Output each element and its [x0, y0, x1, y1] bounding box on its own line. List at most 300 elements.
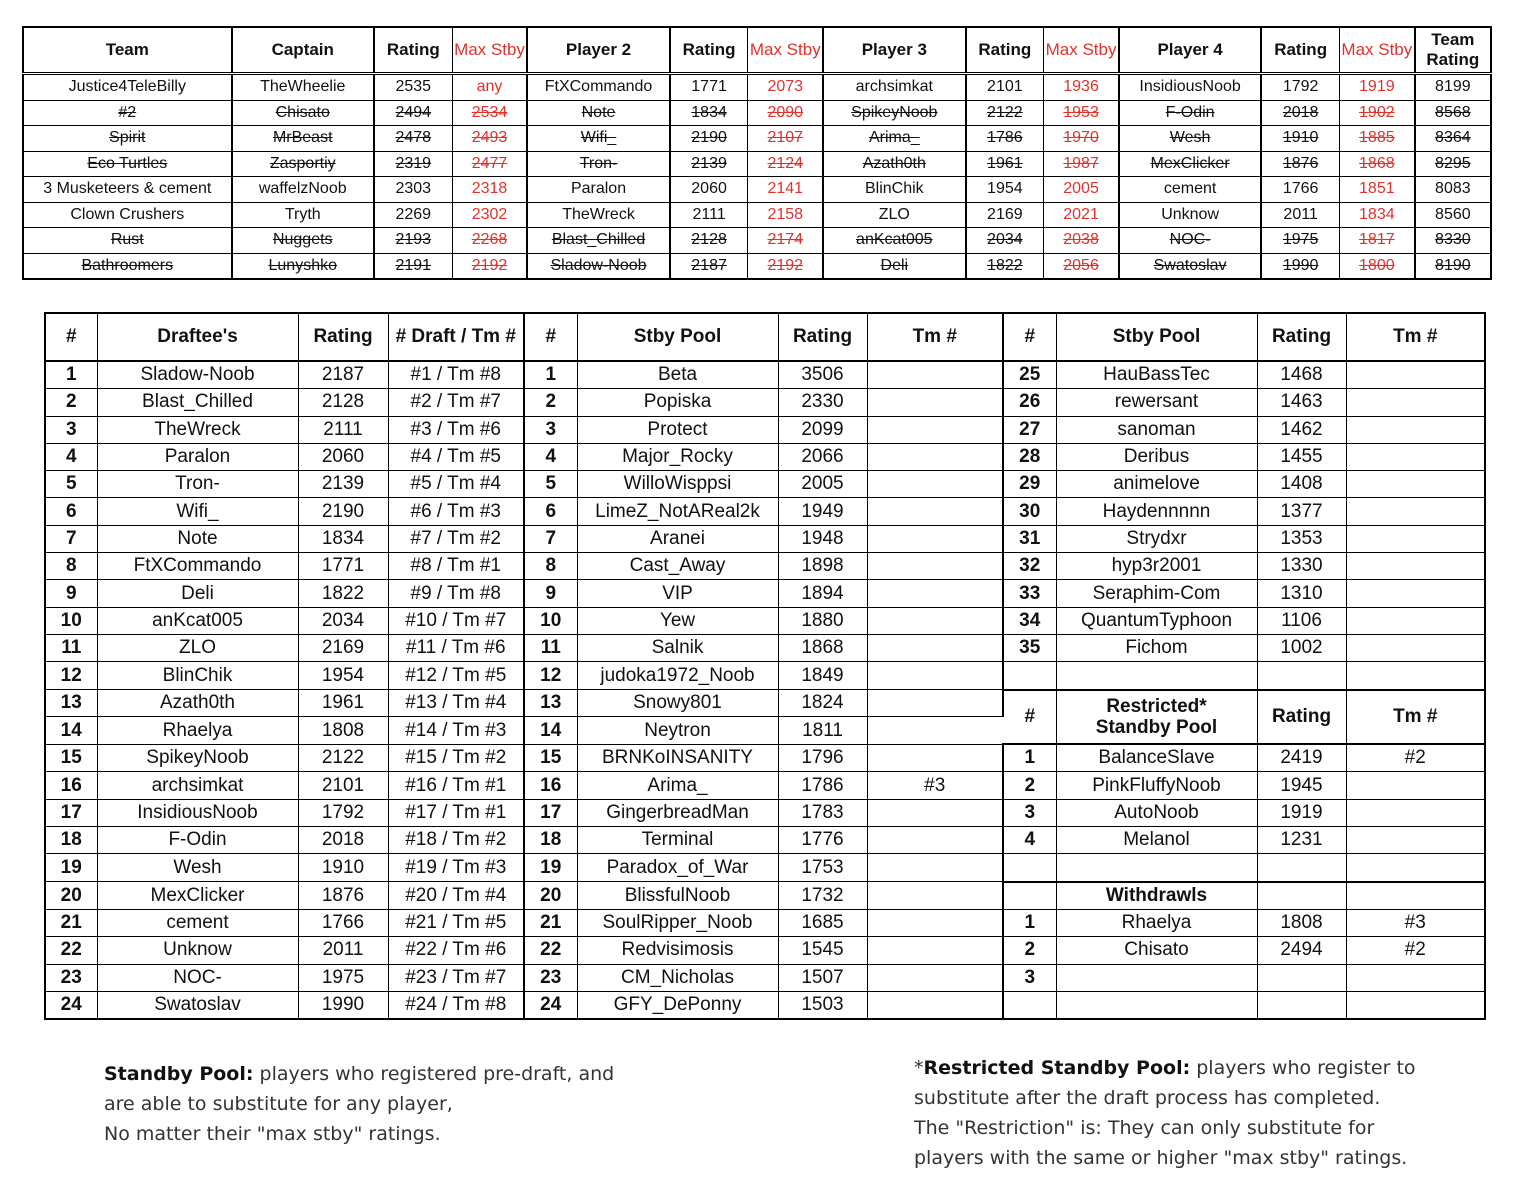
stby-team [867, 964, 1003, 991]
rating-cell: 1990 [1261, 253, 1339, 279]
stby-name: Beta [577, 361, 778, 389]
header-rating: Rating [778, 313, 867, 361]
draft-row [45, 634, 1485, 661]
withdrawal-name [1056, 964, 1257, 991]
empty-cell [1257, 991, 1346, 1019]
draftee-pick: #9 / Tm #8 [388, 580, 524, 607]
draftee-pick: #8 / Tm #1 [388, 553, 524, 580]
draftee-rating: 1834 [298, 525, 388, 552]
captain-cell: TheWheelie [232, 74, 374, 101]
team-name-cell: #2 [23, 100, 232, 126]
stby-team [867, 744, 1003, 772]
stby-number: 15 [524, 744, 577, 772]
stby-rating: 1330 [1257, 553, 1346, 580]
stby-rating: 1353 [1257, 525, 1346, 552]
header-player-4: Player 4 [1119, 27, 1261, 74]
draftee-pick: #14 / Tm #3 [388, 717, 524, 744]
draftee-rating: 1975 [298, 964, 388, 991]
draftee-pick: #15 / Tm #2 [388, 744, 524, 772]
stby-name: GFY_DePonny [577, 991, 778, 1019]
rating-cell: 2011 [1261, 202, 1339, 228]
stby-team [867, 690, 1003, 717]
stby-number: 26 [1003, 389, 1056, 416]
draftee-pick: #13 / Tm #4 [388, 690, 524, 717]
draftee-number: 12 [45, 662, 97, 690]
max-stby-cell: 1902 [1339, 100, 1414, 126]
draftee-pick: #4 / Tm #5 [388, 443, 524, 470]
team-rating-cell: 8295 [1415, 151, 1491, 177]
draftee-rating: 1822 [298, 580, 388, 607]
draft-row [45, 937, 1485, 964]
player-3-cell: anKcat005 [823, 228, 965, 254]
stby-team [867, 634, 1003, 661]
draftee-number: 16 [45, 772, 97, 799]
rating-cell: 2018 [1261, 100, 1339, 126]
rating-cell: 2193 [374, 228, 452, 254]
header-rating: Rating [1261, 27, 1339, 74]
stby-rating: 1849 [778, 662, 867, 690]
stby-number: 21 [524, 909, 577, 936]
stby-name: GingerbreadMan [577, 799, 778, 826]
stby-name: Yew [577, 607, 778, 634]
draftee-rating: 1954 [298, 662, 388, 690]
team-rating-cell: 8560 [1415, 202, 1491, 228]
header-rating: Rating [966, 27, 1044, 74]
stby-name: rewersant [1056, 389, 1257, 416]
max-stby-cell: 1987 [1044, 151, 1119, 177]
stby-number: 31 [1003, 525, 1056, 552]
header-tm: Tm # [1346, 313, 1485, 361]
player-2-cell: Blast_Chilled [527, 228, 669, 254]
max-stby-cell: 1953 [1044, 100, 1119, 126]
restricted-name: BalanceSlave [1056, 744, 1257, 772]
draft-row [45, 744, 1485, 772]
stby-number: 19 [524, 854, 577, 882]
stby-team [867, 909, 1003, 936]
restricted-header-rating: Rating [1257, 690, 1346, 745]
player-4-cell: Unknow [1119, 202, 1261, 228]
draftee-name: ZLO [97, 634, 298, 661]
draftee-pick: #3 / Tm #6 [388, 416, 524, 443]
max-stby-cell: 2158 [748, 202, 823, 228]
restricted-header-line: Standby Pool [1095, 716, 1218, 738]
stby-name: HauBassTec [1056, 361, 1257, 389]
empty-cell [1346, 854, 1485, 882]
team-name-cell: Bathroomers [23, 253, 232, 279]
empty-cell [1257, 854, 1346, 882]
captain-cell: waffelzNoob [232, 177, 374, 203]
rating-cell: 2139 [670, 151, 748, 177]
header-draftees: Draftee's [97, 313, 298, 361]
max-stby-cell: 2073 [748, 74, 823, 101]
stby-number: 30 [1003, 498, 1056, 525]
stby-rating: 1503 [778, 991, 867, 1019]
draftee-rating: 2190 [298, 498, 388, 525]
empty-cell [1056, 662, 1257, 690]
max-stby-cell: 1919 [1339, 74, 1414, 101]
stby-team [867, 827, 1003, 854]
team-name-cell: Clown Crushers [23, 202, 232, 228]
stby-name: animelove [1056, 471, 1257, 498]
header-num: # [1003, 313, 1056, 361]
draftee-name: F-Odin [97, 827, 298, 854]
header-max-stby: Max Stby [748, 27, 823, 74]
draft-row [45, 882, 1485, 910]
draft-row [45, 799, 1485, 826]
max-stby-cell: 2534 [452, 100, 527, 126]
withdrawal-rating: 2494 [1257, 937, 1346, 964]
stby-number: 8 [524, 553, 577, 580]
stby-team [867, 498, 1003, 525]
rating-cell: 2269 [374, 202, 452, 228]
note-text: substitute after the draft process has completed. [914, 1087, 1381, 1109]
teams-table [22, 26, 1492, 280]
withdrawal-team [1346, 964, 1485, 991]
withdrawal-rating [1257, 964, 1346, 991]
draftee-name: InsidiousNoob [97, 799, 298, 826]
stby-team [1346, 443, 1485, 470]
empty-cell [1257, 662, 1346, 690]
withdrawal-rating: 1808 [1257, 909, 1346, 936]
stby-name: Haydennnnn [1056, 498, 1257, 525]
draftee-name: Deli [97, 580, 298, 607]
draft-row [45, 690, 1485, 717]
stby-rating: 2330 [778, 389, 867, 416]
stby-number: 14 [524, 717, 577, 744]
player-4-cell: InsidiousNoob [1119, 74, 1261, 101]
stby-number: 28 [1003, 443, 1056, 470]
team-rating-cell: 8330 [1415, 228, 1491, 254]
header-player-2: Player 2 [527, 27, 669, 74]
restricted-name: AutoNoob [1056, 799, 1257, 826]
draft-row [45, 471, 1485, 498]
stby-team [1346, 553, 1485, 580]
player-3-cell: ZLO [823, 202, 965, 228]
header-rating: Rating [1257, 313, 1346, 361]
stby-team: #3 [867, 772, 1003, 799]
draftee-number: 10 [45, 607, 97, 634]
draftee-rating: 1792 [298, 799, 388, 826]
stby-rating: 1732 [778, 882, 867, 910]
header-team: Team [23, 27, 232, 74]
restricted-team: #2 [1346, 744, 1485, 772]
team-row [23, 126, 1491, 152]
max-stby-cell: 2090 [748, 100, 823, 126]
empty-cell [1056, 991, 1257, 1019]
stby-rating: 1796 [778, 744, 867, 772]
restricted-rating: 2419 [1257, 744, 1346, 772]
draftee-pick: #7 / Tm #2 [388, 525, 524, 552]
restricted-header-line: Restricted* [1106, 695, 1207, 717]
stby-team [867, 799, 1003, 826]
team-name-cell: 3 Musketeers & cement [23, 177, 232, 203]
stby-team [1346, 498, 1485, 525]
max-stby-cell: 1851 [1339, 177, 1414, 203]
draft-row [45, 854, 1485, 882]
standby-pool-note [104, 1059, 704, 1149]
stby-number: 35 [1003, 634, 1056, 661]
draftee-name: Paralon [97, 443, 298, 470]
stby-rating: 1106 [1257, 607, 1346, 634]
stby-rating: 1898 [778, 553, 867, 580]
draft-row [45, 909, 1485, 936]
stby-rating: 1880 [778, 607, 867, 634]
draftee-number: 24 [45, 991, 97, 1019]
empty-cell [1346, 882, 1485, 910]
draftee-number: 1 [45, 361, 97, 389]
stby-team [867, 525, 1003, 552]
rating-cell: 1954 [966, 177, 1044, 203]
stby-name: QuantumTyphoon [1056, 607, 1257, 634]
rating-cell: 1786 [966, 126, 1044, 152]
stby-rating: 1783 [778, 799, 867, 826]
draftee-number: 17 [45, 799, 97, 826]
player-4-cell: NOC- [1119, 228, 1261, 254]
draftee-number: 13 [45, 690, 97, 717]
player-2-cell: FtXCommando [527, 74, 669, 101]
empty-cell [1003, 882, 1056, 910]
draftee-name: Swatoslav [97, 991, 298, 1019]
empty-cell [1346, 991, 1485, 1019]
player-2-cell: Wifi_ [527, 126, 669, 152]
header-stby-pool: Stby Pool [577, 313, 778, 361]
draftee-pick: #6 / Tm #3 [388, 498, 524, 525]
stby-name: Neytron [577, 717, 778, 744]
restricted-name: PinkFluffyNoob [1056, 772, 1257, 799]
draftee-pick: #16 / Tm #1 [388, 772, 524, 799]
draft-row [45, 662, 1485, 690]
header-rating: Rating [670, 27, 748, 74]
restricted-header-title [1056, 690, 1257, 745]
max-stby-cell: 2174 [748, 228, 823, 254]
draftee-number: 21 [45, 909, 97, 936]
draft-row [45, 416, 1485, 443]
stby-number: 18 [524, 827, 577, 854]
stby-rating: 1868 [778, 634, 867, 661]
draftee-number: 15 [45, 744, 97, 772]
draftee-number: 19 [45, 854, 97, 882]
withdrawal-name: Rhaelya [1056, 909, 1257, 936]
restricted-pool-note [914, 1053, 1474, 1173]
restricted-rating: 1945 [1257, 772, 1346, 799]
stby-name: Major_Rocky [577, 443, 778, 470]
max-stby-cell: 1800 [1339, 253, 1414, 279]
stby-name: Strydxr [1056, 525, 1257, 552]
stby-team [867, 416, 1003, 443]
draft-row [45, 525, 1485, 552]
stby-number: 29 [1003, 471, 1056, 498]
stby-number: 24 [524, 991, 577, 1019]
max-stby-cell: 2124 [748, 151, 823, 177]
max-stby-cell: 1834 [1339, 202, 1414, 228]
restricted-rating: 1919 [1257, 799, 1346, 826]
stby-number: 32 [1003, 553, 1056, 580]
stby-name: CM_Nicholas [577, 964, 778, 991]
draftee-pick: #1 / Tm #8 [388, 361, 524, 389]
stby-number: 11 [524, 634, 577, 661]
stby-number: 34 [1003, 607, 1056, 634]
team-rating-cell: 8083 [1415, 177, 1491, 203]
draftee-number: 4 [45, 443, 97, 470]
withdrawals-title: Withdrawls [1056, 882, 1257, 910]
draftee-pick: #23 / Tm #7 [388, 964, 524, 991]
player-4-cell: cement [1119, 177, 1261, 203]
stby-rating: 1507 [778, 964, 867, 991]
withdrawal-number: 3 [1003, 964, 1056, 991]
draftee-name: Rhaelya [97, 717, 298, 744]
max-stby-cell: 2268 [452, 228, 527, 254]
draftee-name: Wesh [97, 854, 298, 882]
draftee-number: 11 [45, 634, 97, 661]
draftee-pick: #18 / Tm #2 [388, 827, 524, 854]
rating-cell: 2319 [374, 151, 452, 177]
header-tm: Tm # [867, 313, 1003, 361]
captain-cell: MrBeast [232, 126, 374, 152]
header-rating: Rating [374, 27, 452, 74]
team-rating-cell: 8190 [1415, 253, 1491, 279]
draftee-name: NOC- [97, 964, 298, 991]
stby-team [1346, 471, 1485, 498]
stby-team [1346, 634, 1485, 661]
max-stby-cell: 2192 [452, 253, 527, 279]
stby-rating: 2099 [778, 416, 867, 443]
stby-number: 22 [524, 937, 577, 964]
header-player-3: Player 3 [823, 27, 965, 74]
draft-row [45, 964, 1485, 991]
max-stby-cell: 1970 [1044, 126, 1119, 152]
header-max-stby: Max Stby [1339, 27, 1414, 74]
draftee-rating: 2034 [298, 607, 388, 634]
draftee-pick: #5 / Tm #4 [388, 471, 524, 498]
withdrawal-team: #2 [1346, 937, 1485, 964]
rating-cell: 2187 [670, 253, 748, 279]
team-rating-cell: 8364 [1415, 126, 1491, 152]
player-3-cell: archsimkat [823, 74, 965, 101]
stby-rating: 2066 [778, 443, 867, 470]
stby-name: WilloWisppsi [577, 471, 778, 498]
draft-row [45, 772, 1485, 799]
header-captain: Captain [232, 27, 374, 74]
captain-cell: Chisato [232, 100, 374, 126]
stby-number: 23 [524, 964, 577, 991]
stby-rating: 1776 [778, 827, 867, 854]
draftee-name: cement [97, 909, 298, 936]
stby-number: 4 [524, 443, 577, 470]
stby-number: 33 [1003, 580, 1056, 607]
draftee-rating: 2011 [298, 937, 388, 964]
draftee-rating: 1808 [298, 717, 388, 744]
restricted-team [1346, 827, 1485, 854]
draftee-rating: 1771 [298, 553, 388, 580]
draftee-rating: 1876 [298, 882, 388, 910]
player-4-cell: MexClicker [1119, 151, 1261, 177]
stby-number: 10 [524, 607, 577, 634]
draftee-rating: 1766 [298, 909, 388, 936]
header-rating: Rating [298, 313, 388, 361]
stby-number: 3 [524, 416, 577, 443]
draftee-name: archsimkat [97, 772, 298, 799]
draftee-pick: #19 / Tm #3 [388, 854, 524, 882]
empty-cell [1056, 854, 1257, 882]
draftee-number: 22 [45, 937, 97, 964]
max-stby-cell: 2477 [452, 151, 527, 177]
draftee-name: Wifi_ [97, 498, 298, 525]
stby-name: Salnik [577, 634, 778, 661]
note-text: players with the same or higher "max stby" ratings. [914, 1147, 1408, 1169]
withdrawal-number: 1 [1003, 909, 1056, 936]
empty-cell [1003, 662, 1056, 690]
stby-rating: 1002 [1257, 634, 1346, 661]
withdrawal-name: Chisato [1056, 937, 1257, 964]
stby-name: BlissfulNoob [577, 882, 778, 910]
stby-team [867, 443, 1003, 470]
note-text: players who registered pre-draft, and [253, 1063, 615, 1085]
stby-rating: 1786 [778, 772, 867, 799]
draftee-name: FtXCommando [97, 553, 298, 580]
team-row [23, 177, 1491, 203]
draft-row [45, 991, 1485, 1019]
stby-number: 2 [524, 389, 577, 416]
team-row [23, 228, 1491, 254]
stby-name: BRNKoINSANITY [577, 744, 778, 772]
player-4-cell: Wesh [1119, 126, 1261, 152]
stby-team [867, 854, 1003, 882]
stby-number: 1 [524, 361, 577, 389]
max-stby-cell: any [452, 74, 527, 101]
empty-cell [1003, 854, 1056, 882]
note-label: Restricted Standby Pool: [923, 1057, 1191, 1079]
draftee-name: Azath0th [97, 690, 298, 717]
draft-row [45, 498, 1485, 525]
stby-number: 5 [524, 471, 577, 498]
stby-name: Protect [577, 416, 778, 443]
draftee-rating: 1990 [298, 991, 388, 1019]
stby-name: Aranei [577, 525, 778, 552]
draftee-number: 14 [45, 717, 97, 744]
draftee-pick: #11 / Tm #6 [388, 634, 524, 661]
draft-header-row [45, 313, 1485, 361]
player-3-cell: BlinChik [823, 177, 965, 203]
stby-number: 7 [524, 525, 577, 552]
player-2-cell: Note [527, 100, 669, 126]
stby-rating: 1685 [778, 909, 867, 936]
player-3-cell: Azath0th [823, 151, 965, 177]
draftee-pick: #2 / Tm #7 [388, 389, 524, 416]
player-3-cell: Arima_ [823, 126, 965, 152]
max-stby-cell: 2192 [748, 253, 823, 279]
stby-name: hyp3r2001 [1056, 553, 1257, 580]
stby-name: LimeZ_NotAReal2k [577, 498, 778, 525]
stby-team [1346, 607, 1485, 634]
draftee-name: Tron- [97, 471, 298, 498]
empty-cell [1346, 662, 1485, 690]
rating-cell: 1822 [966, 253, 1044, 279]
captain-cell: Zasportiy [232, 151, 374, 177]
rating-cell: 1792 [1261, 74, 1339, 101]
teams-header-row [23, 27, 1491, 74]
stby-name: Seraphim-Com [1056, 580, 1257, 607]
stby-rating: 3506 [778, 361, 867, 389]
draftee-rating: 1961 [298, 690, 388, 717]
draftee-number: 8 [45, 553, 97, 580]
stby-team [867, 389, 1003, 416]
max-stby-cell: 2107 [748, 126, 823, 152]
draftee-pick: #24 / Tm #8 [388, 991, 524, 1019]
player-4-cell: Swatoslav [1119, 253, 1261, 279]
draftee-name: TheWreck [97, 416, 298, 443]
team-row [23, 100, 1491, 126]
note-text: No matter their "max stby" ratings. [104, 1123, 441, 1145]
